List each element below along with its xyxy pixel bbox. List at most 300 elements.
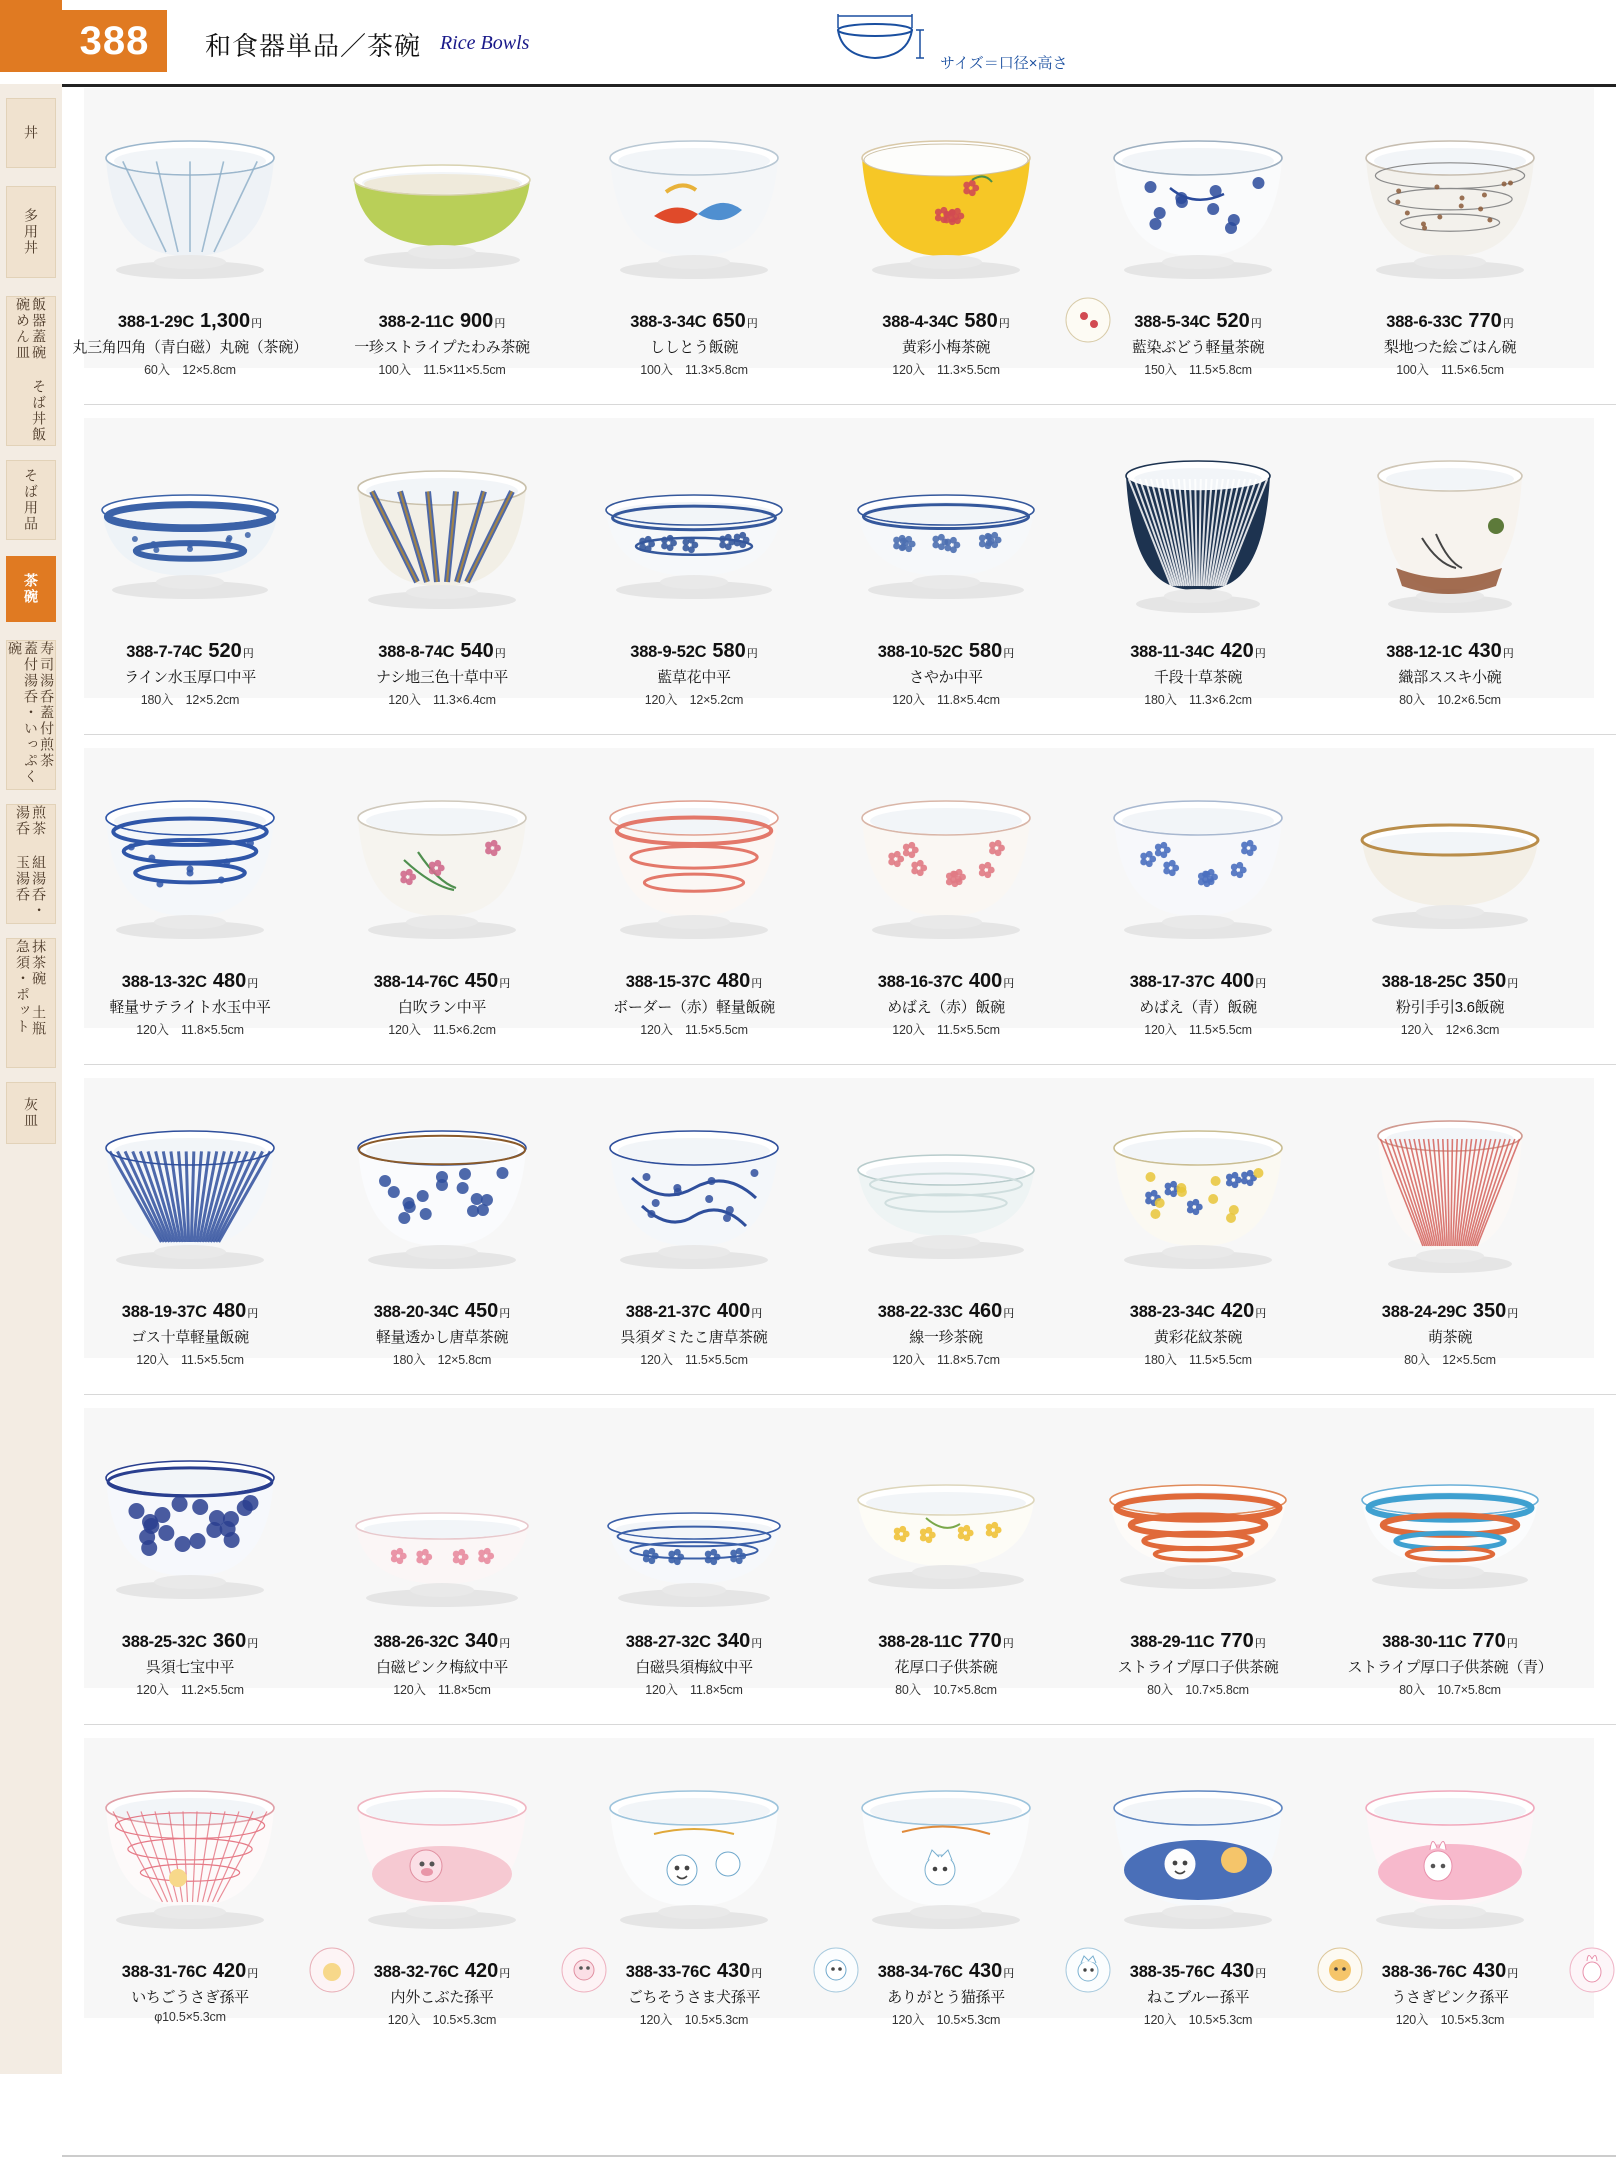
product-photo[interactable]: [318, 1078, 566, 1288]
product-price: 480: [212, 1300, 247, 1322]
product-cell[interactable]: [1326, 1738, 1574, 2027]
yen-symbol: 円: [1003, 648, 1015, 660]
product-photo[interactable]: [570, 1408, 818, 1618]
page-title-en: Rice Bowls: [440, 32, 530, 54]
product-name: 藍草花中平: [657, 669, 731, 686]
product-spec: 120入 10.5×5.3cm: [639, 2013, 749, 2027]
product-name: 内外こぶた孫平: [390, 1989, 494, 2006]
product-code-price: [1074, 1630, 1322, 1653]
side-tab-7[interactable]: 煎茶 組湯呑･湯呑 玉湯呑: [6, 804, 56, 924]
product-caption: [318, 1300, 566, 1368]
product-code: 388-7-74C: [126, 643, 203, 661]
product-code: 388-13-32C: [121, 973, 207, 991]
product-spec: 100入 11.3×5.8cm: [640, 363, 748, 377]
product-code-price: [1074, 1300, 1322, 1323]
product-code-price: [1074, 310, 1322, 333]
product-cell[interactable]: [1326, 418, 1574, 707]
product-spec: 120入 10.5×5.3cm: [387, 2013, 497, 2027]
product-code-price: [66, 1630, 314, 1653]
product-row: [62, 1408, 1616, 1738]
product-caption: [822, 1300, 1070, 1368]
product-code-price: [822, 970, 1070, 993]
side-tab-1[interactable]: 丼: [6, 98, 56, 168]
product-cell[interactable]: [318, 1738, 566, 2027]
product-code-price: [1326, 1300, 1574, 1323]
product-cell[interactable]: [318, 88, 566, 377]
product-code: 388-31-76C: [121, 1963, 207, 1981]
product-photo[interactable]: [66, 418, 314, 628]
product-price: 400: [1220, 970, 1255, 992]
yen-symbol: 円: [751, 1638, 763, 1650]
product-price: 450: [464, 970, 499, 992]
product-code: 388-22-33C: [877, 1303, 963, 1321]
product-spec: 120入 11.5×5.5cm: [640, 1353, 748, 1367]
product-caption: [570, 1960, 818, 2028]
product-code-price: [66, 640, 314, 663]
product-caption: [1326, 310, 1574, 378]
product-name: 粉引手引3.6飯碗: [1395, 999, 1505, 1016]
product-name: 梨地つた絵ごはん碗: [1383, 339, 1517, 356]
side-tab-6[interactable]: 寿司湯呑蓋付煎茶 蓋付湯呑・いっぷく碗: [6, 640, 56, 790]
row-separator: [84, 1394, 1616, 1395]
product-photo[interactable]: [66, 1078, 314, 1288]
product-code-price: [66, 970, 314, 993]
product-photo[interactable]: [318, 88, 566, 298]
product-photo[interactable]: [1326, 1738, 1574, 1948]
yen-symbol: 円: [751, 1308, 763, 1320]
side-tab-8[interactable]: 抹茶碗 土瓶 急須･ポット: [6, 938, 56, 1068]
yen-symbol: 円: [746, 648, 758, 660]
yen-symbol: 円: [998, 318, 1010, 330]
product-photo[interactable]: [66, 1408, 314, 1618]
product-row: [62, 748, 1616, 1078]
product-price: 900: [459, 310, 494, 332]
product-price: 340: [464, 1630, 499, 1652]
product-photo[interactable]: [1326, 1408, 1574, 1618]
product-name: 丸三角四角（青白磁）丸碗（茶碗）: [72, 339, 308, 356]
product-spec: 120入 10.5×5.3cm: [1143, 2013, 1253, 2027]
yen-symbol: 円: [1506, 1638, 1518, 1650]
product-caption: [570, 970, 818, 1038]
product-price: 540: [460, 640, 494, 662]
product-code: 388-10-52C: [877, 643, 963, 661]
product-photo[interactable]: [822, 88, 1070, 298]
product-cell[interactable]: [66, 1078, 314, 1367]
product-price: 400: [968, 970, 1003, 992]
product-spec: 80入 10.7×5.8cm: [1399, 1683, 1501, 1697]
yen-symbol: 円: [499, 1308, 511, 1320]
yen-symbol: 円: [746, 318, 758, 330]
product-name: 軽量サテライト水玉中平: [109, 999, 271, 1016]
product-price: 580: [964, 310, 998, 332]
product-spec: 120入 11.5×5.5cm: [1144, 1023, 1252, 1037]
yen-symbol: 円: [251, 318, 263, 330]
product-photo[interactable]: [1074, 418, 1322, 628]
product-name: ストライプ厚口子供茶碗: [1117, 1659, 1279, 1676]
product-spec: 60入 12×5.8cm: [144, 363, 236, 377]
product-caption: [318, 1630, 566, 1698]
yen-symbol: 円: [1003, 1968, 1015, 1980]
product-spec: 120入 10.5×5.3cm: [891, 2013, 1001, 2027]
product-name: 花厚口子供茶碗: [894, 1659, 998, 1676]
product-name: いちごうさぎ孫平: [131, 1989, 249, 2006]
product-name: ボーダー（赤）軽量飯碗: [613, 999, 775, 1016]
product-cell[interactable]: [318, 748, 566, 1037]
product-code-price: [822, 640, 1070, 663]
product-price: 450: [464, 1300, 499, 1322]
product-code-price: [318, 640, 566, 663]
product-photo[interactable]: [318, 1738, 566, 1948]
product-photo[interactable]: [570, 418, 818, 628]
product-photo[interactable]: [1074, 1078, 1322, 1288]
product-photo[interactable]: [822, 748, 1070, 958]
product-spec: 120入 11.5×5.5cm: [892, 1023, 1000, 1037]
product-photo[interactable]: [318, 1408, 566, 1618]
product-caption: [1074, 310, 1322, 378]
product-photo[interactable]: [570, 1738, 818, 1948]
product-name: さやか中平: [909, 669, 983, 686]
header-corner-block: [0, 0, 62, 72]
yen-symbol: 円: [1002, 1638, 1014, 1650]
product-cell[interactable]: [570, 88, 818, 377]
product-code: 388-26-32C: [373, 1633, 459, 1651]
product-price: 770: [1472, 1630, 1506, 1652]
product-name: ストライプ厚口子供茶碗（青）: [1347, 1659, 1553, 1676]
product-caption: [570, 310, 818, 378]
product-code: 388-24-29C: [1381, 1303, 1467, 1321]
product-caption: [66, 1630, 314, 1698]
product-cell[interactable]: [318, 418, 566, 707]
product-spec: φ10.5×5.3cm: [154, 2010, 226, 2024]
product-price: 580: [712, 640, 746, 662]
product-cell[interactable]: [66, 748, 314, 1037]
product-row: [62, 88, 1616, 418]
product-code: 388-33-76C: [625, 1963, 711, 1981]
product-spec: 120入 12×5.2cm: [644, 693, 744, 707]
product-photo[interactable]: [66, 748, 314, 958]
product-caption: [318, 640, 566, 708]
product-caption: [1326, 1630, 1574, 1698]
product-name: 白吹ラン中平: [397, 999, 487, 1016]
product-spec: 180入 11.3×6.2cm: [1144, 693, 1252, 707]
product-photo[interactable]: [1074, 1408, 1322, 1618]
product-name: 萌茶碗: [1427, 1329, 1473, 1346]
product-code-price: [570, 970, 818, 993]
yen-symbol: 円: [1507, 978, 1519, 990]
product-caption: [1326, 970, 1574, 1038]
yen-symbol: 円: [247, 1308, 259, 1320]
side-tab-2[interactable]: 多用丼: [6, 186, 56, 278]
yen-symbol: 円: [1507, 1968, 1519, 1980]
product-spec: 120入 11.5×6.2cm: [388, 1023, 496, 1037]
product-spec: 120入 11.8×5.7cm: [892, 1353, 1000, 1367]
product-code: 388-34-76C: [877, 1963, 963, 1981]
product-price: 420: [1220, 1300, 1255, 1322]
yen-symbol: 円: [242, 648, 254, 660]
product-cell[interactable]: [1074, 748, 1322, 1037]
page-title-jp: 和食器単品／茶碗: [205, 31, 422, 61]
product-name: 黄彩花紋茶碗: [1153, 1329, 1243, 1346]
product-photo[interactable]: [822, 1078, 1070, 1288]
product-code-price: [1074, 1960, 1322, 1983]
product-price: 430: [968, 1960, 1003, 1982]
product-code: 388-8-74C: [378, 643, 455, 661]
product-code: 388-12-1C: [1386, 643, 1463, 661]
product-caption: [570, 640, 818, 708]
footer-rule: [62, 2155, 1616, 2157]
product-name: 線一珍茶碗: [909, 1329, 983, 1346]
product-code-price: [1074, 640, 1322, 663]
product-caption: [66, 640, 314, 708]
product-spec: 120入 11.8×5.4cm: [892, 693, 1000, 707]
product-code-price: [318, 1960, 566, 1983]
product-photo[interactable]: [318, 418, 566, 628]
product-code-price: [570, 1300, 818, 1323]
yen-symbol: 円: [499, 1638, 511, 1650]
product-caption: [1074, 1300, 1322, 1368]
product-caption: [66, 1960, 314, 2024]
product-caption: [318, 310, 566, 378]
product-cell[interactable]: [822, 748, 1070, 1037]
product-spec: 100入 11.5×11×5.5cm: [378, 363, 506, 377]
product-caption: [1074, 970, 1322, 1038]
product-cell[interactable]: [570, 748, 818, 1037]
product-caption: [822, 310, 1070, 378]
product-cell[interactable]: [570, 418, 818, 707]
product-code-price: [1326, 640, 1574, 663]
product-cell[interactable]: [66, 88, 314, 377]
product-name: ゴス十草軽量飯碗: [131, 1329, 249, 1346]
product-cell[interactable]: [318, 1408, 566, 1697]
product-spec: 100入 11.5×6.5cm: [1396, 363, 1504, 377]
product-code-price: [570, 310, 818, 333]
product-spec: 120入 11.5×5.5cm: [136, 1353, 244, 1367]
product-spec: 80入 10.7×5.8cm: [895, 1683, 997, 1697]
product-price: 1,300: [200, 310, 251, 332]
product-name: 織部ススキ小碗: [1398, 669, 1502, 686]
yen-symbol: 円: [751, 978, 763, 990]
product-price: 400: [716, 1300, 751, 1322]
yen-symbol: 円: [1255, 978, 1267, 990]
product-code: 388-1-29C: [117, 313, 195, 331]
product-code-price: [1326, 310, 1574, 333]
product-code: 388-21-37C: [625, 1303, 711, 1321]
product-caption: [570, 1630, 818, 1698]
product-name: 藍染ぶどう軽量茶碗: [1131, 339, 1265, 356]
product-cell[interactable]: [66, 1408, 314, 1697]
product-cell[interactable]: [66, 1738, 314, 2024]
product-price: 430: [1468, 640, 1502, 662]
product-photo[interactable]: [1074, 1738, 1322, 1948]
product-spec: 80入 10.7×5.8cm: [1147, 1683, 1249, 1697]
product-photo[interactable]: [570, 748, 818, 958]
product-photo[interactable]: [822, 1408, 1070, 1618]
product-name: ねこブルー孫平: [1146, 1989, 1250, 2006]
product-name: 千段十草茶碗: [1153, 669, 1243, 686]
product-cell[interactable]: [318, 1078, 566, 1367]
product-price: 350: [1472, 1300, 1507, 1322]
product-cell[interactable]: [822, 88, 1070, 377]
product-caption: [1074, 1960, 1322, 2028]
side-tab-5[interactable]: 茶碗: [6, 556, 56, 622]
product-photo[interactable]: [1074, 748, 1322, 958]
product-price: 580: [968, 640, 1003, 662]
product-row: [62, 418, 1616, 748]
yen-symbol: 円: [499, 978, 511, 990]
product-code-price: [570, 1960, 818, 1983]
product-code: 388-18-25C: [1381, 973, 1467, 991]
product-code: 388-28-11C: [878, 1633, 963, 1651]
product-code-price: [822, 1300, 1070, 1323]
product-code: 388-14-76C: [373, 973, 459, 991]
product-caption: [1074, 640, 1322, 708]
product-photo[interactable]: [1326, 748, 1574, 958]
yen-symbol: 円: [1507, 1308, 1519, 1320]
product-photo[interactable]: [66, 1738, 314, 1948]
product-caption: [66, 1300, 314, 1368]
product-photo[interactable]: [570, 1078, 818, 1288]
product-row: [62, 1738, 1616, 2068]
product-code-price: [822, 1630, 1070, 1653]
product-name: 呉須七宝中平: [145, 1659, 235, 1676]
yen-symbol: 円: [1250, 318, 1262, 330]
yen-symbol: 円: [247, 1968, 259, 1980]
product-name: めばえ（赤）飯碗: [887, 999, 1005, 1016]
yen-symbol: 円: [247, 1638, 259, 1650]
product-cell[interactable]: [1074, 88, 1322, 377]
product-price: 430: [1220, 1960, 1255, 1982]
product-spec: 120入 12×6.3cm: [1400, 1023, 1500, 1037]
product-cell[interactable]: [822, 1078, 1070, 1367]
row-separator: [84, 1724, 1616, 1725]
product-name: 白磁呉須梅紋中平: [635, 1659, 753, 1676]
product-name: 軽量透かし唐草茶碗: [375, 1329, 509, 1346]
product-code: 388-6-33C: [1386, 313, 1463, 331]
product-code: 388-19-37C: [121, 1303, 207, 1321]
product-spec: 150入 11.5×5.8cm: [1144, 363, 1252, 377]
product-code-price: [1074, 970, 1322, 993]
yen-symbol: 円: [494, 318, 506, 330]
product-caption: [822, 970, 1070, 1038]
product-caption: [1326, 640, 1574, 708]
yen-symbol: 円: [1502, 648, 1514, 660]
side-tab-3[interactable]: 飯器蓋碗 そば丼飯碗めん皿: [6, 296, 56, 446]
product-spec: 120入 11.5×5.5cm: [640, 1023, 748, 1037]
product-spec: 180入 12×5.2cm: [140, 693, 240, 707]
product-price: 480: [716, 970, 751, 992]
row-separator: [84, 734, 1616, 735]
product-caption: [318, 1960, 566, 2028]
product-price: 480: [212, 970, 247, 992]
product-row: [62, 1078, 1616, 1408]
product-cell[interactable]: [1326, 1408, 1574, 1697]
product-caption: [1074, 1630, 1322, 1698]
product-spec: 120入 11.3×6.4cm: [388, 693, 496, 707]
yen-symbol: 円: [499, 1968, 511, 1980]
side-tab-4[interactable]: そば用品: [6, 460, 56, 540]
product-caption: [822, 640, 1070, 708]
product-name: 白磁ピンク梅紋中平: [375, 1659, 508, 1676]
product-name: 黄彩小梅茶碗: [901, 339, 991, 356]
product-price: 430: [1472, 1960, 1507, 1982]
product-code: 388-15-37C: [625, 973, 711, 991]
product-photo[interactable]: [822, 1738, 1070, 1948]
product-code-price: [318, 310, 566, 333]
product-code-price: [570, 1630, 818, 1653]
product-cell[interactable]: [822, 1408, 1070, 1697]
product-photo[interactable]: [1326, 418, 1574, 628]
size-diagram-icon: [820, 6, 940, 64]
yen-symbol: 円: [1003, 1308, 1015, 1320]
product-caption: [1326, 1960, 1574, 2028]
product-cell[interactable]: [66, 418, 314, 707]
product-code-price: [66, 310, 314, 333]
product-photo[interactable]: [570, 88, 818, 298]
product-price: 350: [1472, 970, 1507, 992]
product-cell[interactable]: [570, 1738, 818, 2027]
product-photo[interactable]: [318, 748, 566, 958]
product-code: 388-20-34C: [373, 1303, 459, 1321]
side-tab-9[interactable]: 灰皿: [6, 1082, 56, 1144]
product-spec: 120入 11.2×5.5cm: [136, 1683, 244, 1697]
product-photo[interactable]: [66, 88, 314, 298]
product-code-price: [318, 1630, 566, 1653]
product-cell[interactable]: [1326, 88, 1574, 377]
product-code: 388-23-34C: [1129, 1303, 1215, 1321]
yen-symbol: 円: [1254, 648, 1266, 660]
product-name: ナシ地三色十草中平: [375, 669, 508, 686]
product-code-price: [822, 1960, 1070, 1983]
product-cell[interactable]: [1326, 748, 1574, 1037]
product-spec: 120入 11.8×5.5cm: [136, 1023, 244, 1037]
product-code-price: [66, 1300, 314, 1323]
product-cell[interactable]: [822, 1738, 1070, 2027]
product-photo[interactable]: [1326, 1078, 1574, 1288]
product-code-price: [1326, 1960, 1574, 1983]
product-cell[interactable]: [1074, 418, 1322, 707]
yen-symbol: 円: [1502, 318, 1514, 330]
product-name: めばえ（青）飯碗: [1139, 999, 1257, 1016]
product-code-price: [318, 970, 566, 993]
product-cell[interactable]: [1074, 1738, 1322, 2027]
product-code: 388-2-11C: [378, 313, 454, 331]
size-note-label: サイズ＝口径×高さ: [940, 55, 1068, 72]
product-cell[interactable]: [1074, 1408, 1322, 1697]
product-photo[interactable]: [1074, 88, 1322, 298]
yen-symbol: 円: [247, 978, 259, 990]
product-code: 388-25-32C: [121, 1633, 207, 1651]
product-cell[interactable]: [570, 1408, 818, 1697]
product-photo[interactable]: [1326, 88, 1574, 298]
product-cell[interactable]: [1074, 1078, 1322, 1367]
product-caption: [1326, 1300, 1574, 1368]
product-cell[interactable]: [570, 1078, 818, 1367]
product-code-price: [318, 1300, 566, 1323]
product-cell[interactable]: [822, 418, 1070, 707]
product-spec: 120入 11.8×5cm: [393, 1683, 491, 1697]
product-caption: [822, 1630, 1070, 1698]
yen-symbol: 円: [1003, 978, 1015, 990]
product-code: 388-36-76C: [1381, 1963, 1467, 1981]
product-code: 388-9-52C: [630, 643, 707, 661]
product-photo[interactable]: [822, 418, 1070, 628]
row-separator: [84, 404, 1616, 405]
product-spec: 120入 11.3×5.5cm: [892, 363, 1000, 377]
product-price: 520: [208, 640, 242, 662]
product-name: ししとう飯碗: [649, 339, 739, 356]
product-cell[interactable]: [1326, 1078, 1574, 1367]
product-price: 770: [1220, 1630, 1254, 1652]
